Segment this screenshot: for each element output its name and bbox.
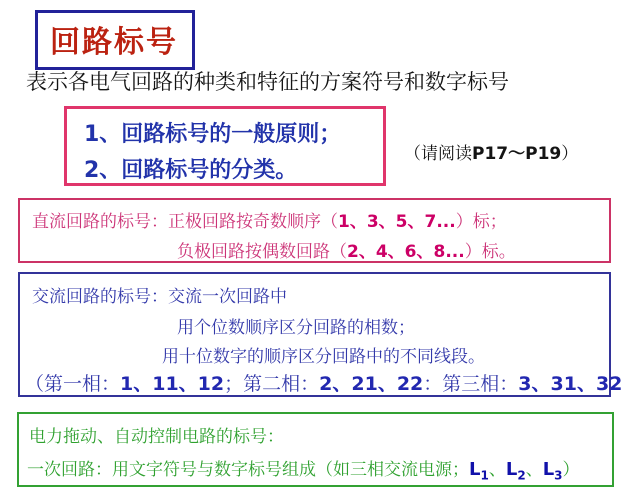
l3-base: L (542, 459, 555, 480)
agenda-item-2: 2、回路标号的分类。 (84, 158, 298, 183)
ac-phase2-numbers: 2、21、22 (319, 373, 424, 395)
phase-symbol-l1 (469, 459, 489, 483)
power-drive-primary-rule (27, 455, 580, 483)
phase-symbol-l2 (505, 459, 526, 483)
reading-note-suffix: ） (561, 144, 579, 164)
dc-label: 直流回路的标号： (32, 212, 168, 232)
power-close-paren: ） (562, 460, 580, 480)
ac-phase1-sep: ； (224, 373, 244, 395)
ac-phase1-numbers: 1、11、12 (120, 373, 225, 395)
dc-circuit-box (18, 198, 611, 263)
dc-rule-negative (177, 237, 516, 262)
ac-phase3-label: 第三相： (442, 373, 519, 395)
ac-phase2-sep: ： (423, 373, 443, 395)
ac-rule-tens-digit: 用十位数字的顺序区分回路中的不同线段。 (162, 347, 485, 367)
reading-note-pages: P17～P19 (472, 144, 562, 164)
l2-base: L (505, 459, 518, 480)
dc-rule-positive (32, 207, 507, 232)
ac-phase3-numbers: 3、31、32 (518, 373, 623, 395)
l1-sub: 1 (480, 468, 489, 483)
phase-symbol-l3 (542, 459, 563, 483)
ac-phase2-label: 第二相： (243, 373, 320, 395)
dc-even-numbers: 2、4、6、8... (347, 242, 465, 262)
power-drive-box (17, 412, 614, 487)
dc-negative-text: 负极回路按偶数回路（ (177, 242, 347, 262)
agenda-box (64, 106, 386, 186)
ac-label: 交流回路的标号： (32, 287, 168, 307)
page-title: 回路标号 (50, 25, 178, 60)
l3-sub: 3 (554, 468, 563, 483)
dc-odd-numbers: 1、3、5、7... (338, 212, 456, 232)
title-box (35, 10, 195, 70)
ac-rule-intro (32, 282, 287, 307)
subtitle: 表示各电气回路的种类和特征的方案符号和数字标号 (26, 70, 509, 94)
reading-note-prefix: （请阅读 (404, 144, 472, 164)
agenda-item-1: 1、回路标号的一般原则； (84, 122, 342, 147)
dc-positive-text: 正极回路按奇数顺序（ (168, 212, 338, 232)
power-sep-1: 、 (488, 460, 506, 480)
ac-circuit-box (18, 272, 623, 397)
dc-negative-tail: ）标。 (464, 242, 516, 262)
power-sep-2: 、 (525, 460, 543, 480)
l2-sub: 2 (517, 468, 526, 483)
power-drive-label: 电力拖动、自动控制电路的标号： (29, 427, 284, 447)
ac-phase-examples (25, 369, 622, 396)
l1-base: L (469, 459, 481, 480)
ac-phase-open: （第一相： (25, 373, 121, 395)
dc-positive-tail: ）标； (455, 212, 507, 232)
ac-rule-units-digit: 用个位数顺序区分回路的相数； (177, 318, 415, 338)
reading-note (404, 139, 578, 164)
ac-intro-text: 交流一次回路中 (168, 287, 287, 307)
power-primary-text: 一次回路：用文字符号与数字标号组成（如三相交流电源； (27, 460, 469, 480)
